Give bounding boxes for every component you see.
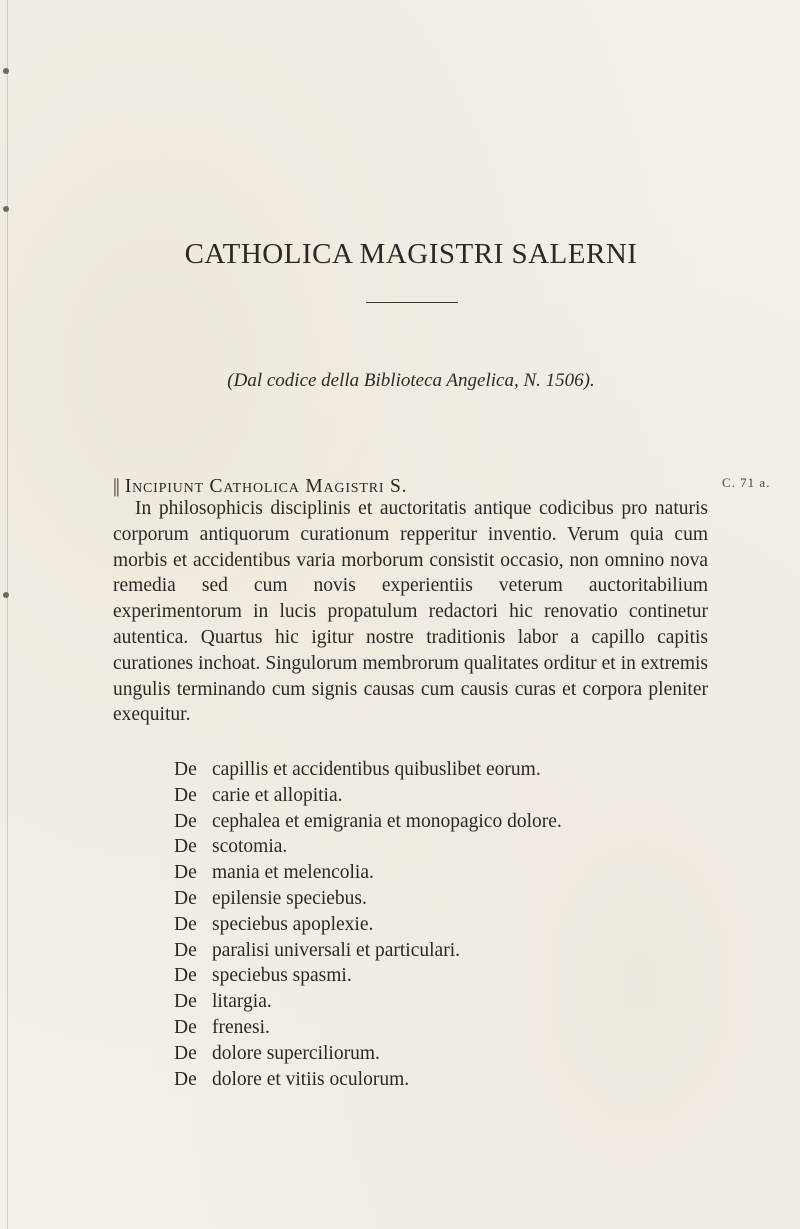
list-item-text: carie et allopitia. bbox=[212, 784, 343, 806]
list-item-prefix: De bbox=[174, 913, 197, 935]
list-item bbox=[174, 938, 562, 964]
list-item-prefix: De bbox=[174, 1042, 197, 1064]
list-item-text: cephalea et emigrania et monopagico dolore. bbox=[212, 810, 562, 832]
list-item-text: dolore superciliorum. bbox=[212, 1042, 380, 1064]
list-item bbox=[174, 912, 562, 938]
list-item-text: epilensie speciebus. bbox=[212, 887, 367, 909]
list-item-text: scotomia. bbox=[212, 836, 288, 858]
source-note: (Dal codice della Biblioteca Angelica, N. 1506). bbox=[227, 370, 595, 391]
list-item bbox=[174, 1015, 562, 1041]
list-item-text: speciebus apoplexie. bbox=[212, 913, 374, 935]
intro-paragraph: In philosophicis disciplinis et auctoritatis antique codicibus pro naturis corporum antiquorum curationum repperitur inventio. Verum quia cum morbis et accidentibus varia morborum consistit occasio, non omnino nova remedia sed cum novis experientiis veterum auctoritabilium experimentorum in lucis propatulum redactori hic renovatio continetur autentica. Quartus hic igitur nostre traditionis labor a capillo capitis curationes inchoat. Singulorum membrorum qualitates orditur et in extremis ungulis terminando cum signis causas cum causis curas et corpora pleniter exequitur. bbox=[113, 498, 708, 726]
margin-note: C. 71 a. bbox=[722, 475, 771, 490]
list-item-prefix: De bbox=[174, 965, 197, 987]
list-item-prefix: De bbox=[174, 836, 197, 858]
list-item bbox=[174, 860, 562, 886]
edge-mark bbox=[3, 206, 9, 212]
list-item-prefix: De bbox=[174, 759, 197, 780]
list-item bbox=[174, 989, 562, 1015]
list-item-prefix: De bbox=[174, 887, 197, 909]
list-item-prefix: De bbox=[174, 1016, 197, 1038]
binding-edge bbox=[7, 0, 8, 1229]
list-item-text: speciebus spasmi. bbox=[212, 965, 352, 987]
list-item-prefix: De bbox=[174, 1068, 197, 1090]
list-item bbox=[174, 1067, 562, 1093]
list-item bbox=[174, 757, 562, 783]
heading-bars: || bbox=[113, 476, 119, 497]
list-item-text: frenesi. bbox=[212, 1016, 270, 1038]
list-item-text: capillis et accidentibus quibuslibet eorum. bbox=[212, 759, 541, 780]
list-item-text: mania et melencolia. bbox=[212, 862, 374, 884]
list-item-prefix: De bbox=[174, 991, 197, 1013]
list-item-text: paralisi universali et particulari. bbox=[212, 939, 460, 961]
list-item-text: litargia. bbox=[212, 991, 272, 1013]
list-item-prefix: De bbox=[174, 784, 197, 806]
list-item bbox=[174, 783, 562, 809]
list-item-prefix: De bbox=[174, 810, 197, 832]
list-item-prefix: De bbox=[174, 862, 197, 884]
edge-mark bbox=[3, 68, 9, 74]
list-item bbox=[174, 1041, 562, 1067]
list-item bbox=[174, 809, 562, 835]
list-item bbox=[174, 834, 562, 860]
edge-mark bbox=[3, 592, 9, 598]
heading-text: Incipiunt Catholica Magistri S. bbox=[124, 476, 408, 497]
title-rule bbox=[366, 302, 458, 303]
list-item bbox=[174, 963, 562, 989]
page-title: CATHOLICA MAGISTRI SALERNI bbox=[184, 238, 638, 270]
list-item-text: dolore et vitiis oculorum. bbox=[212, 1068, 410, 1090]
chapter-list bbox=[174, 757, 562, 1092]
list-item bbox=[174, 886, 562, 912]
list-item-prefix: De bbox=[174, 939, 197, 961]
